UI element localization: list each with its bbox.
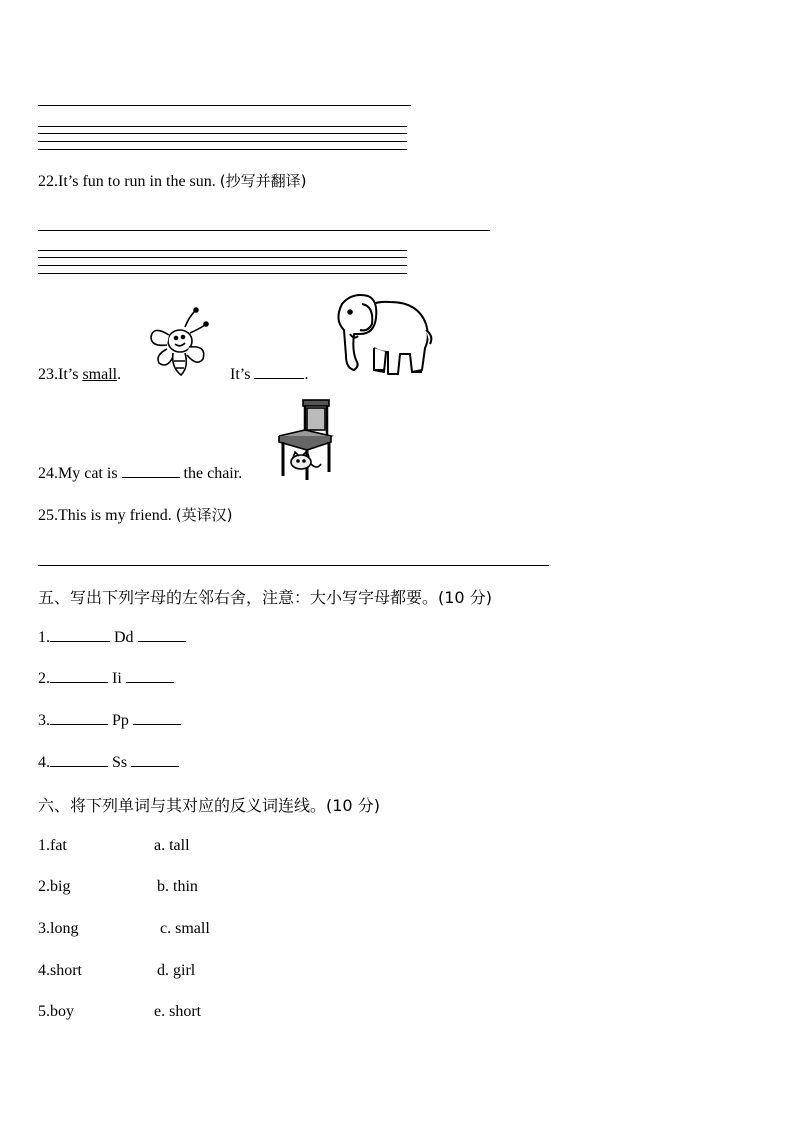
match-right-b[interactable]: b. thin [157,878,198,895]
elephant-picture [330,290,435,382]
match-left-4[interactable]: 4.short [38,962,82,979]
question-25 [38,504,232,525]
q22-copy-line-3[interactable] [38,265,407,266]
letter-item-4: 4. Ss [38,754,179,772]
match-left-3[interactable]: 3.long [38,920,79,937]
chair-cat-picture [277,398,335,480]
q22-copy-line-4[interactable] [38,273,407,274]
question-25-text: 25.This is my friend. [38,507,172,524]
question-23-second: It’s . [230,366,309,383]
match-right-a[interactable]: a. tall [154,837,190,854]
copy-line-2[interactable] [38,133,407,134]
answer-line[interactable] [38,105,411,106]
letter-item-2: 2. Ii [38,670,174,688]
question-23-word: small [82,366,118,383]
question-23: 23.It’s small. [38,366,122,383]
blank-right[interactable] [131,765,179,767]
letter: Ss [112,754,128,771]
question-24-prefix: 24.My cat is [38,465,118,482]
blank-right[interactable] [133,723,181,725]
blank-left[interactable] [50,681,108,683]
match-left-5[interactable]: 5.boy [38,1003,74,1020]
q22-copy-line-2[interactable] [38,257,407,258]
letter-item-3: 3. Pp [38,712,181,730]
q25-answer-line[interactable] [38,565,549,566]
question-23-second-prefix: It’s [230,366,251,383]
letter: Pp [112,712,129,729]
question-24-blank[interactable] [122,476,180,478]
match-right-d[interactable]: d. girl [157,962,196,979]
match-left-1[interactable]: 1.fat [38,837,67,854]
bee-picture [145,305,210,380]
question-22-text: 22.It’s fun to run in the sun. [38,173,216,190]
question-24 [38,465,242,483]
letter: Ii [112,670,122,687]
blank-left[interactable] [50,723,108,725]
blank-right[interactable] [126,681,174,683]
q22-answer-line[interactable] [38,230,490,231]
blank-left[interactable] [50,765,108,767]
question-23-blank[interactable] [254,377,304,379]
question-25-instruction: (英译汉) [175,506,233,524]
section-6-heading: 六、将下列单词与其对应的反义词连线。(10 分) [38,796,380,815]
question-23-prefix: 23.It’s [38,366,79,383]
copy-line-4[interactable] [38,149,407,150]
match-right-e[interactable]: e. short [154,1003,202,1020]
match-right-c[interactable]: c. small [160,920,210,937]
section-5-heading: 五、写出下列字母的左邻右舍，注意：大小写字母都要。(10 分) [38,588,492,607]
letter-item-1: 1. Dd [38,629,186,647]
blank-right[interactable] [138,640,186,642]
question-22-instruction: (抄写并翻译) [219,172,307,190]
question-22 [38,170,306,191]
copy-line-1[interactable] [38,126,407,127]
copy-line-3[interactable] [38,141,407,142]
letter: Dd [114,629,134,646]
question-24-suffix: the chair. [183,465,243,482]
q22-copy-line-1[interactable] [38,250,407,251]
blank-left[interactable] [50,640,110,642]
match-left-2[interactable]: 2.big [38,878,71,895]
